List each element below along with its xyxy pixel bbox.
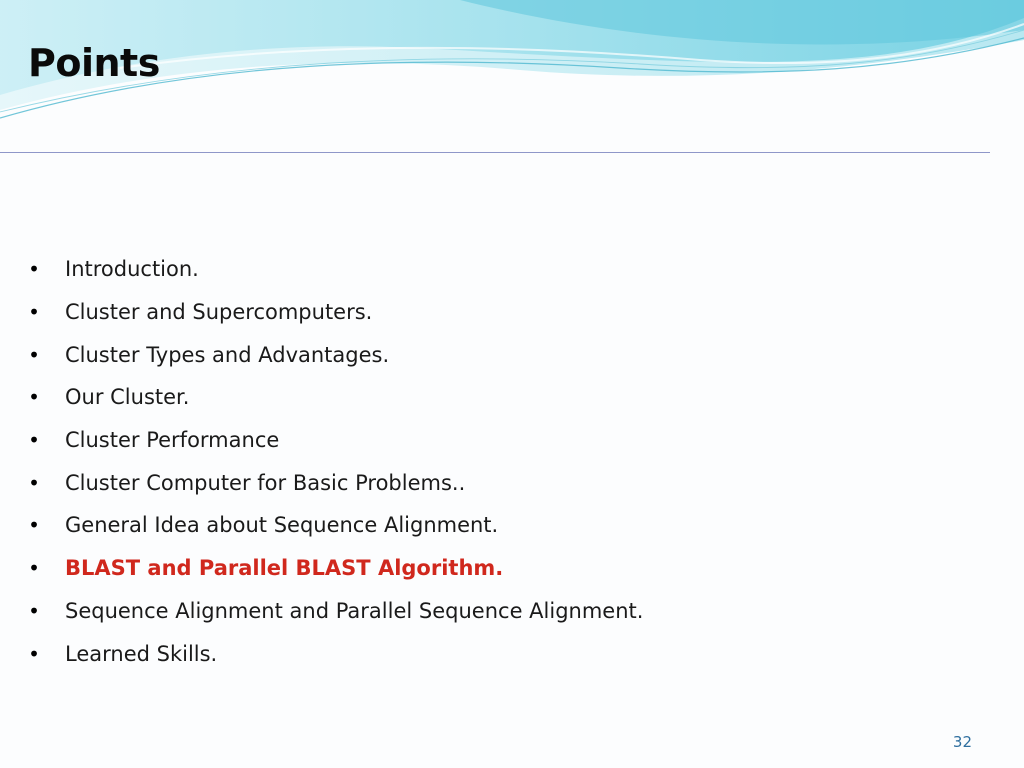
bullet-icon: • bbox=[28, 470, 40, 495]
bullet-item bbox=[0, 291, 1000, 334]
bullet-item bbox=[0, 248, 1000, 291]
bullet-icon: • bbox=[28, 556, 40, 581]
slide-title: Points bbox=[28, 41, 160, 85]
bullet-text: Cluster Performance bbox=[65, 428, 280, 453]
bullet-item bbox=[0, 419, 1000, 462]
bullet-item bbox=[0, 632, 1000, 675]
bullet-text: General Idea about Sequence Alignment. bbox=[65, 513, 499, 538]
bullet-item bbox=[0, 504, 1000, 547]
bullet-text: Our Cluster. bbox=[65, 385, 190, 410]
bullet-icon: • bbox=[28, 513, 40, 538]
bullet-text: Cluster and Supercomputers. bbox=[65, 300, 373, 325]
bullet-text: Cluster Types and Advantages. bbox=[65, 342, 390, 367]
bullet-icon: • bbox=[28, 342, 40, 367]
bullet-icon: • bbox=[28, 598, 40, 623]
bullet-icon: • bbox=[28, 257, 40, 282]
bullet-item bbox=[0, 461, 1000, 504]
bullet-text: BLAST and Parallel BLAST Algorithm. bbox=[65, 556, 504, 581]
bullet-icon: • bbox=[28, 641, 40, 666]
bullet-text: Learned Skills. bbox=[65, 641, 218, 666]
page-number: 32 bbox=[952, 733, 972, 751]
bullet-text: Cluster Computer for Basic Problems.. bbox=[65, 470, 466, 495]
bullet-item bbox=[0, 376, 1000, 419]
bullet-icon: • bbox=[28, 300, 40, 325]
bullet-item bbox=[0, 590, 1000, 633]
bullet-list bbox=[0, 248, 1000, 675]
bullet-item bbox=[0, 333, 1000, 376]
bullet-text: Introduction. bbox=[65, 257, 199, 282]
title-divider bbox=[0, 152, 990, 153]
bullet-icon: • bbox=[28, 385, 40, 410]
bullet-item bbox=[0, 547, 1000, 590]
bullet-text: Sequence Alignment and Parallel Sequence Alignment. bbox=[65, 598, 644, 623]
bullet-icon: • bbox=[28, 428, 40, 453]
